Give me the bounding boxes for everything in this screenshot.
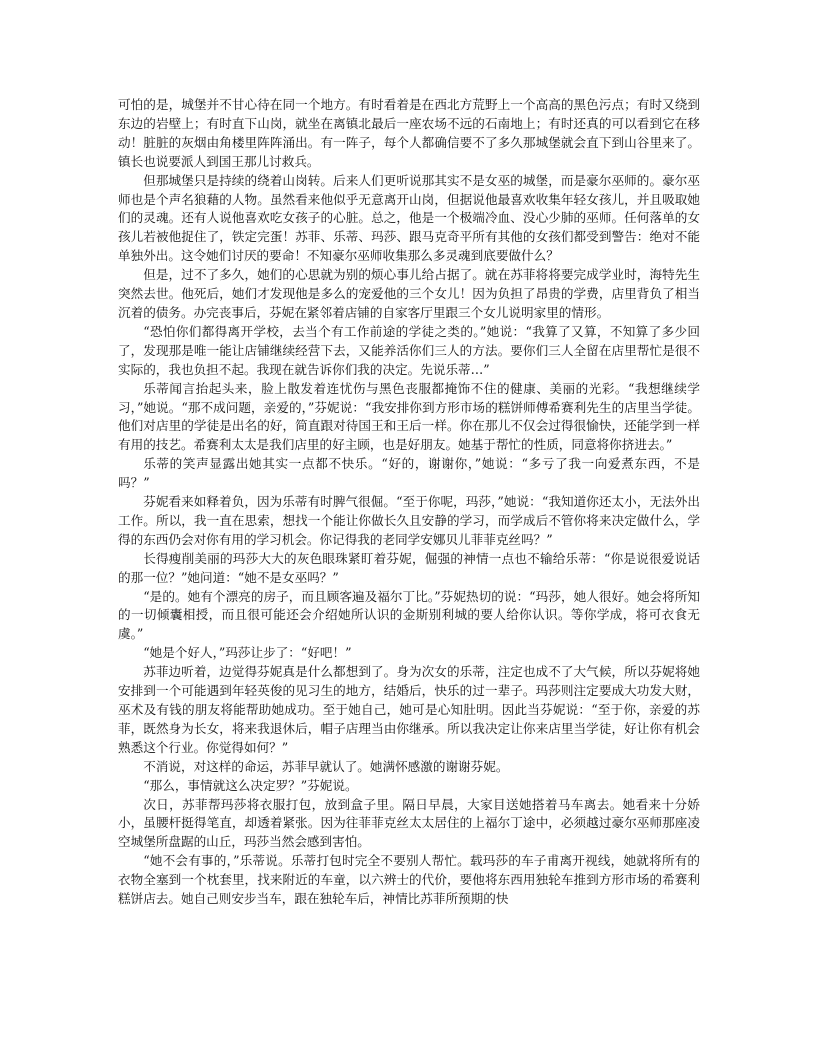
- paragraph-14: 次日，苏菲帮玛莎将衣服打包，放到盒子里。隔日早晨，大家目送她搭着马车离去。她看来十分娇小，虽腰杆挺得笔直，却透着紧张。因为往菲菲克丝太太居住的上福尔丁途中，必须越过豪尔巫师那座凌空城堡所盘踞的山丘，玛莎当然会感到害怕。: [118, 796, 700, 850]
- document-page: [118, 96, 700, 909]
- paragraph-5: 乐蒂闻言抬起头来，脸上散发着连忧伤与黑色丧服都掩饰不住的健康、美丽的光彩。“我想继续学习，”她说。“那不成问题，亲爱的，”芬妮说：“我安排你到方形市场的糕饼师傅希赛利先生的店里当学徒。他们对店里的学徒是出名的好，简直跟对待国王和王后一样。你在那儿不仅会过得很愉快，还能学到一样有用的技艺。希赛利太太是我们店里的好主顾，也是好朋友。她基于帮忙的性质，同意将你挤进去。”: [118, 380, 700, 453]
- paragraph-15: “她不会有事的，”乐蒂说。乐蒂打包时完全不要别人帮忙。载玛莎的车子甫离开视线，她就将所有的衣物全塞到一个枕套里，找来附近的车童，以六辨士的代价，要他将东西用独轮车推到方形市场的希赛利糕饼店去。她自己则安步当车，跟在独轮车后，神情比苏菲所预期的快: [118, 853, 700, 907]
- paragraph-12: 不消说，对这样的命运，苏菲早就认了。她满怀感激的谢谢芬妮。: [143, 758, 509, 774]
- paragraph-10: “她是个好人，”玛莎让步了：“好吧！”: [143, 645, 352, 661]
- paragraph-13: “那么，事情就这么决定罗？”芬妮说。: [143, 777, 358, 793]
- paragraph-8: 长得瘦削美丽的玛莎大大的灰色眼珠紧盯着芬妮，倔强的神情一点也不输给乐蒂：“你是说很爱说话的那一位？”她问道：“她不是女巫吗？”: [118, 550, 700, 585]
- paragraph-9: “是的。她有个漂亮的房子，而且顾客遍及福尔丁比。”芬妮热切的说：“玛莎，她人很好。她会将所知的一切倾囊相授，而且很可能还会介绍她所认识的金斯别利城的要人给你认识。等你学成，将可衣食无虞。”: [118, 588, 700, 642]
- paragraph-1: 可怕的是，城堡并不甘心待在同一个地方。有时看着是在西北方荒野上一个高高的黑色污点；有时又绕到东边的岩壁上；有时直下山岗，就坐在离镇北最后一座农场不远的石南地上；有时还真的可以看到它在移动！脏脏的灰烟由角楼里阵阵涌出。有一阵子，每个人都确信要不了多久那城堡就会直下到山谷里来了。镇长也说要派人到国王那儿讨救兵。: [118, 97, 700, 169]
- paragraph-4: “恐怕你们都得离开学校，去当个有工作前途的学徒之类的。”她说：“我算了又算，不知算了多少回了，发现那是唯一能让店铺继续经营下去，又能养活你们三人的方法。要你们三人全留在店里帮忙是很不实际的，我也负担不起。我现在就告诉你们我的决定。先说乐蒂…”: [118, 323, 700, 377]
- paragraph-3: 但是，过不了多久，她们的心思就为别的烦心事儿给占据了。就在苏菲将将要完成学业时，海特先生突然去世。他死后，她们才发现他是多么的宠爱他的三个女儿！因为负担了昂贵的学费，店里背负了相当沉着的债务。办完丧事后，芬妮在紧邻着店铺的自家客厅里跟三个女儿说明家里的情形。: [118, 267, 700, 320]
- paragraph-6: 乐蒂的笑声显露出她其实一点都不快乐。“好的，谢谢你，”她说：“多亏了我一向爱煮东西，不是吗？”: [118, 456, 700, 491]
- paragraph-2: 但那城堡只是持续的绕着山岗转。后来人们更听说那其实不是女巫的城堡，而是豪尔巫师的。豪尔巫师也是个声名狼藉的人物。虽然看来他似乎无意离开山岗，但据说他最喜欢收集年轻女孩儿，并且吸取她们的灵魂。还有人说他喜欢吃女孩子的心脏。总之，他是一个极端冷血、没心少肺的巫师。任何落单的女孩儿若被他捉住了，铁定完蛋！苏菲、乐蒂、玛莎、跟马克奇平所有其他的女孩们都受到警告：绝对不能单独外出。这令她们讨厌的要命！不知豪尔巫师收集那么多灵魂到底要做什么？: [118, 172, 700, 264]
- paragraph-11: 苏菲边听着，边觉得芬妮真是什么都想到了。身为次女的乐蒂，注定也成不了大气候，所以芬妮将她安排到一个可能遇到年轻英俊的见习生的地方，结婚后，快乐的过一辈子。玛莎则注定要成大功发大财，巫术及有钱的朋友将能帮助她成功。至于她自己，她可是心知肚明。因此当芬妮说：“至于你，亲爱的苏菲，既然身为长女，将来我退休后，帽子店理当由你继承。所以我决定让你来店里当学徒，好让你有机会熟悉这个行业。你觉得如何？”: [118, 664, 700, 755]
- paragraph-7: 芬妮看来如释着负，因为乐蒂有时脾气很倔。“至于你呢，玛莎，”她说：“我知道你还太小，无法外出工作。所以，我一直在思索，想找一个能让你做长久且安静的学习，而学成后不管你将来决定做什么，学得的东西仍会对你有用的学习机会。你记得我的老同学安娜贝儿菲菲克丝吗？”: [118, 494, 700, 547]
